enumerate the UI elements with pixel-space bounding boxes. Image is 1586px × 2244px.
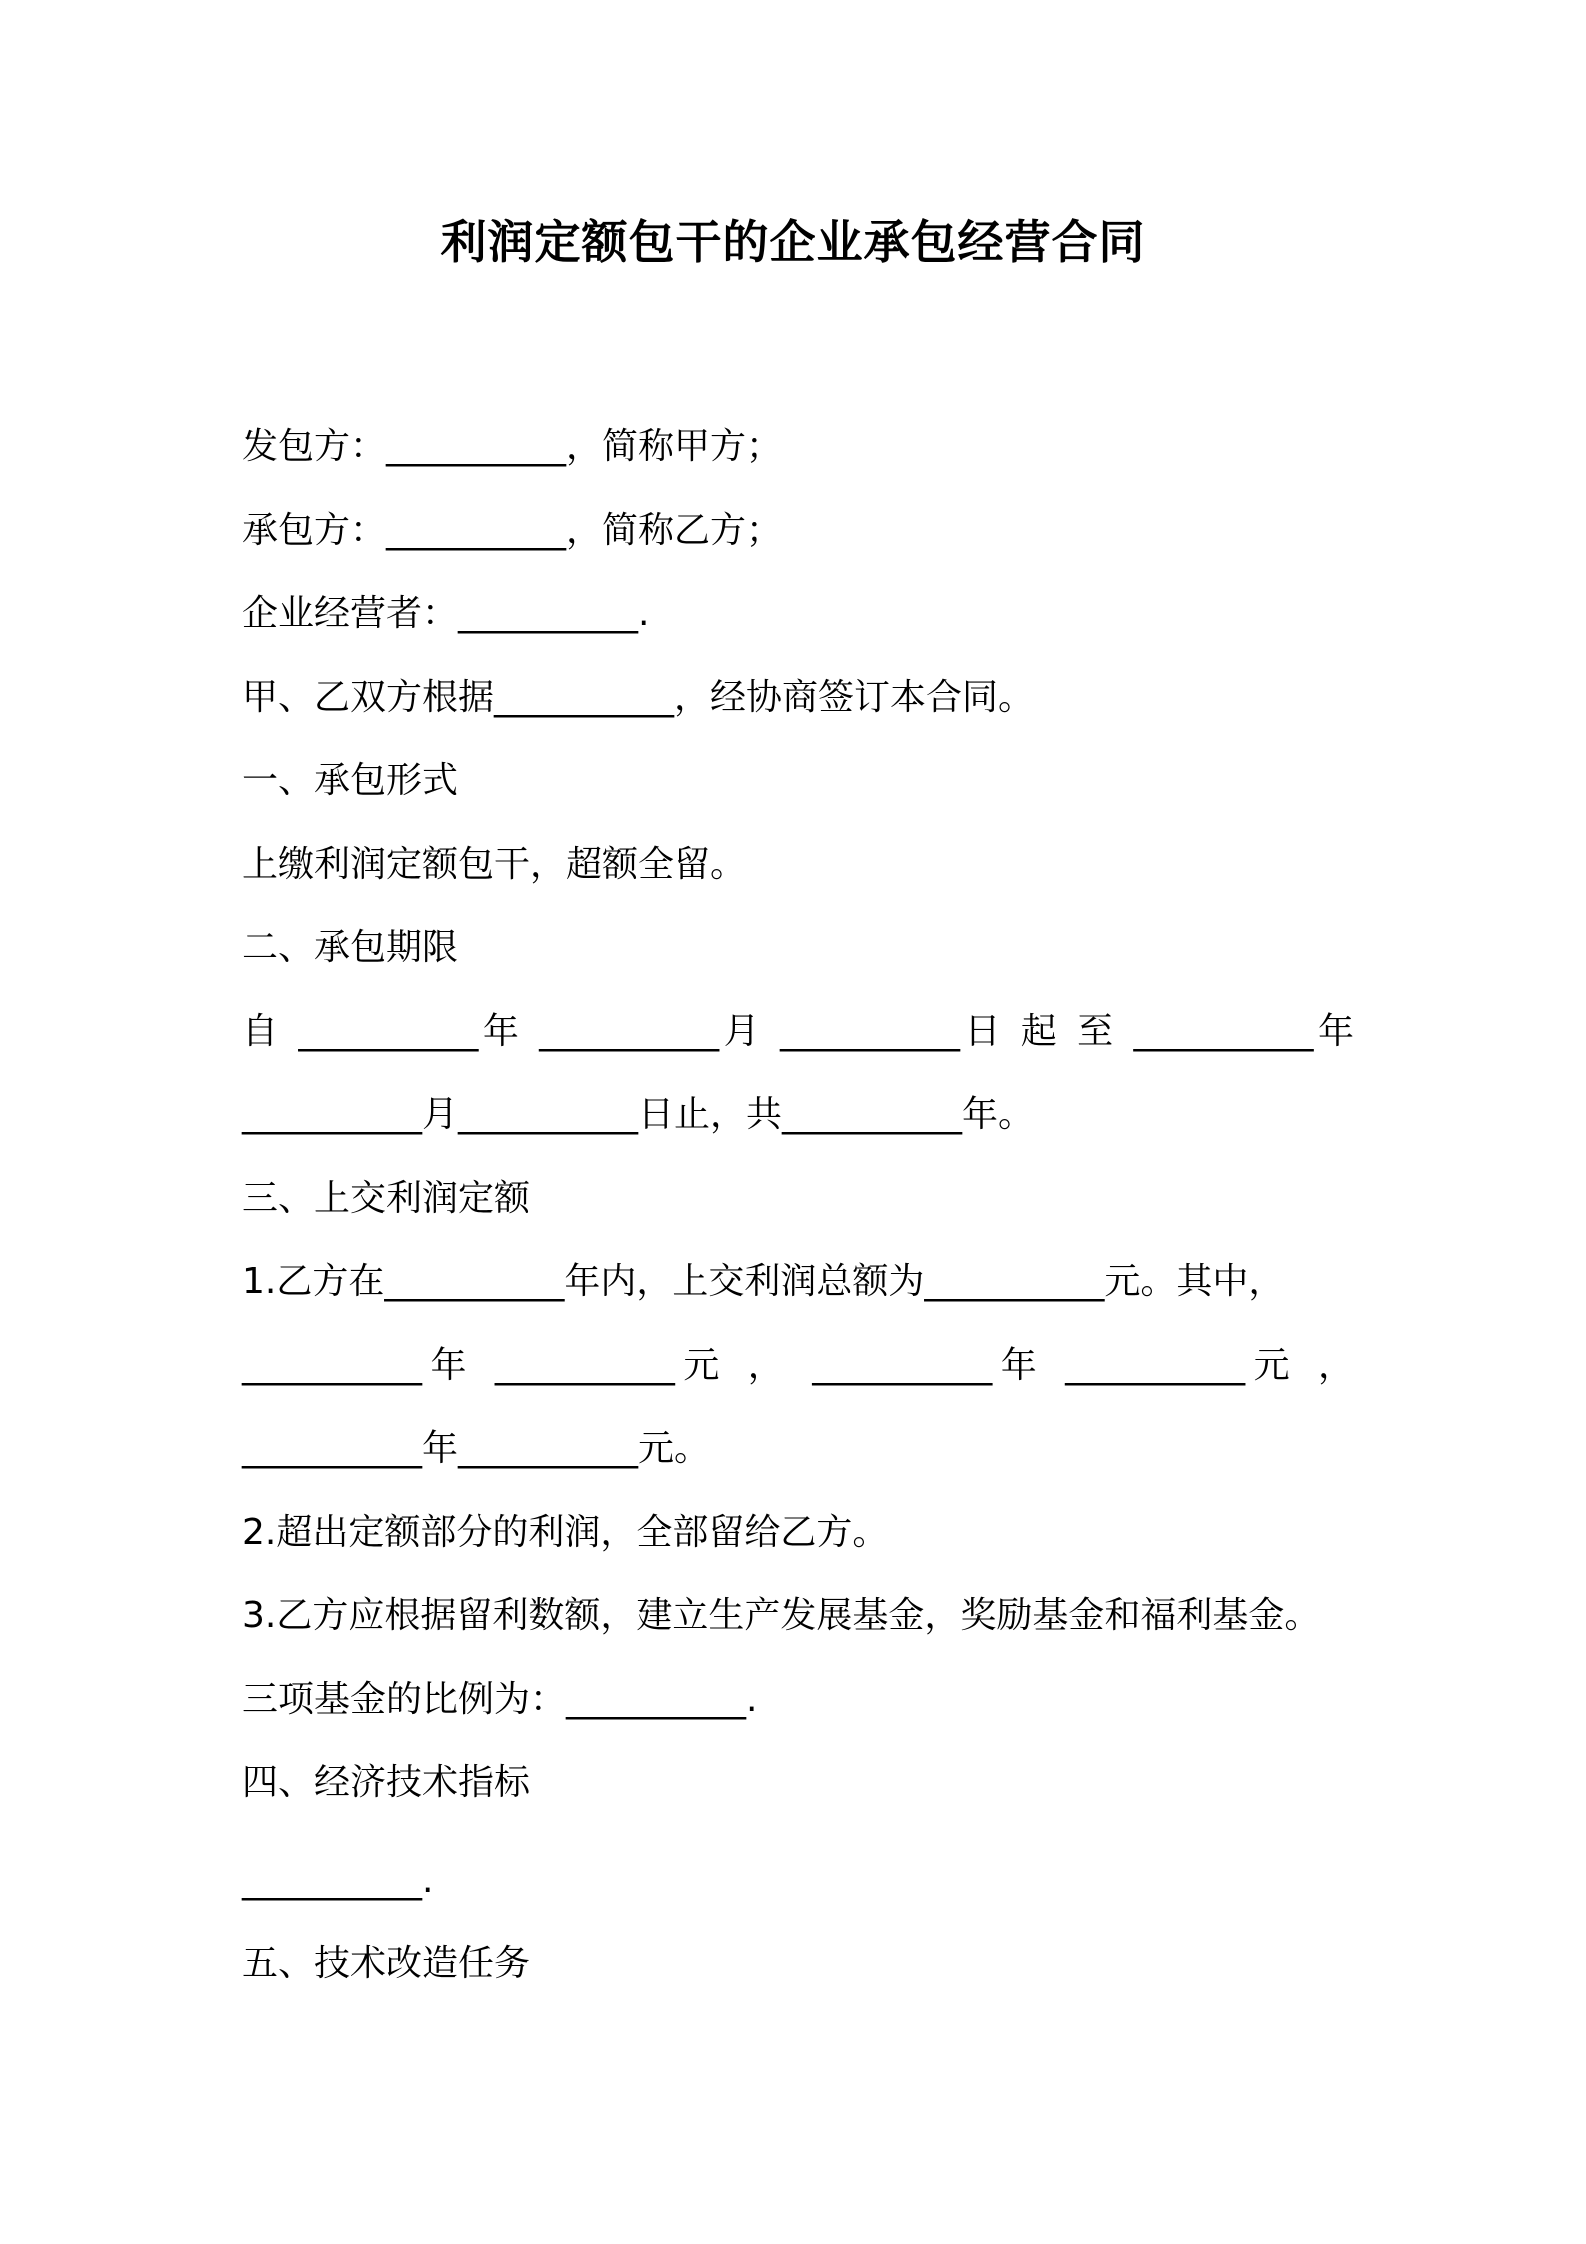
section-3-item-1-line-3: __________年__________元。 [242,1428,711,1469]
section-3-item-3-line-2: 三项基金的比例为：__________. [242,1678,758,1720]
document-title: 利润定额包干的企业承包经营合同 [440,215,1146,269]
document-body [242,405,1354,2006]
section-3-item-1-line-1: 1.乙方在__________年内，上交利润总额为__________元。其中， [242,1261,1285,1302]
clause-employer-line: 发包方：__________，简称甲方； [242,426,783,467]
section-heading-2: 二、承包期限 [242,927,459,968]
section-4-text: __________. [242,1859,434,1901]
clause-contractor-line: 承包方：__________，简称乙方； [242,509,783,551]
section-3-item-1-line-2: __________年 __________元 ， __________年 __________元 ， [242,1344,1354,1386]
section-3-item-2: 2.超出定额部分的利润，全部留给乙方。 [242,1511,889,1553]
section-2-text-line-2: __________月__________日止，共__________年。 [242,1094,1035,1135]
section-heading-4: 四、经济技术指标 [242,1762,531,1803]
section-3-item-3-line-1: 3.乙方应根据留利数额，建立生产发展基金，奖励基金和福利基金。 [242,1595,1321,1636]
section-1-text: 上缴利润定额包干，超额全留。 [242,843,747,885]
clause-basis-line: 甲、乙双方根据__________，经协商签订本合同。 [242,676,1035,718]
clause-operator-line: 企业经营者：__________. [242,593,650,634]
section-heading-3: 三、上交利润定额 [242,1177,531,1219]
section-heading-1: 一、承包形式 [242,760,459,801]
section-2-text-line-1: 自 __________年 __________月 __________日 起 至 __________年 [242,1010,1354,1052]
section-heading-5: 五、技术改造任务 [242,1943,531,1984]
